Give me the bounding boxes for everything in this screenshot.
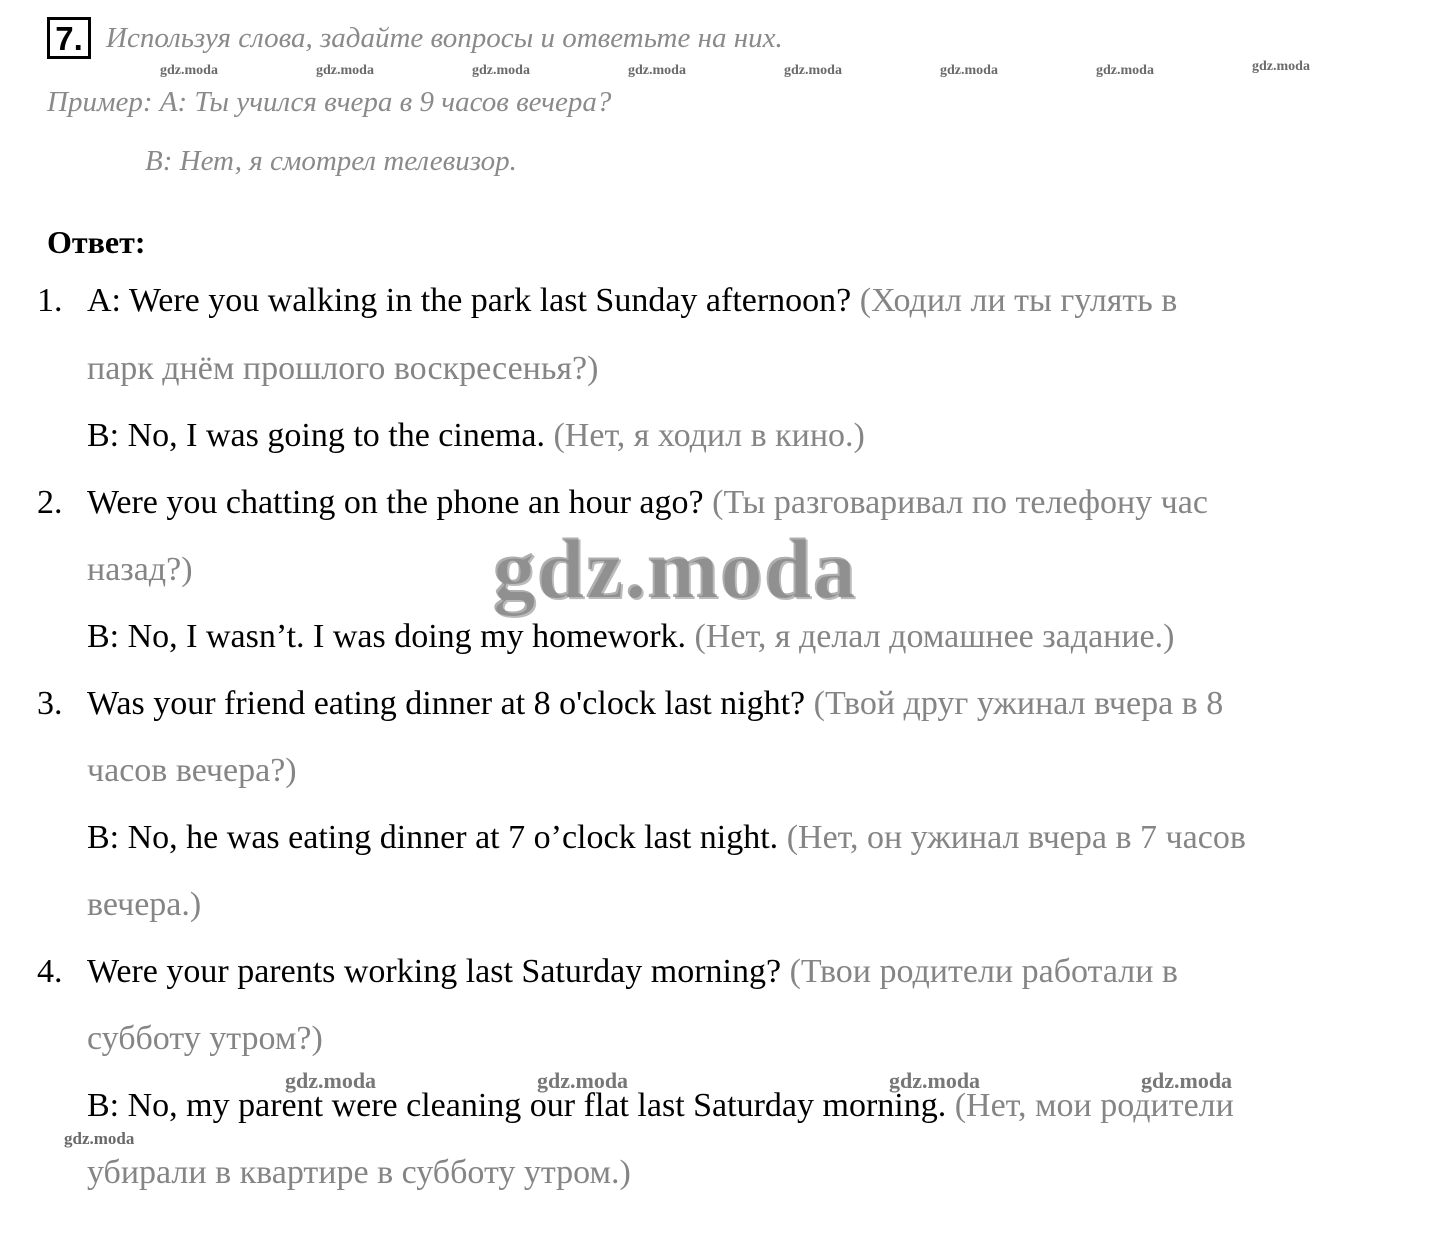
answer-ru: (Нет, он ужинал вчера в 7 часов — [786, 819, 1246, 856]
watermark: gdz.moda — [1252, 59, 1310, 74]
question-ru-continued: часов вечера?) — [87, 752, 297, 789]
item-question — [87, 953, 1178, 991]
answer-en: B: No, he was eating dinner at 7 o’clock last night. — [87, 819, 779, 856]
item-answer — [87, 1087, 1234, 1125]
answer-label: Ответ: — [47, 224, 146, 260]
watermark: gdz.moda — [628, 63, 686, 78]
answer-ru-continued: убирали в квартире в субботу утром.) — [87, 1154, 631, 1191]
item-question — [87, 282, 1177, 320]
watermark: gdz.moda — [940, 63, 998, 78]
item-question — [87, 685, 1223, 723]
watermark: gdz.moda — [889, 1068, 981, 1093]
exercise-instruction: Используя слова, задайте вопросы и ответьте на них. — [106, 22, 783, 54]
item-question — [87, 484, 1208, 522]
watermark-large: gdz.moda — [492, 520, 856, 616]
answer-en: B: No, my parent were cleaning our flat last Saturday morning. — [87, 1087, 947, 1124]
question-en: Were your parents working last Saturday morning? — [87, 953, 782, 990]
answer-ru: (Нет, я ходил в кино.) — [553, 417, 865, 454]
item-number: 2. — [37, 484, 63, 521]
question-en: Were you chatting on the phone an hour ago? — [87, 484, 704, 521]
question-ru: (Твои родители работали в — [789, 953, 1178, 990]
answer-ru-continued: вечера.) — [87, 886, 202, 923]
exercise-number: 7. — [47, 17, 91, 59]
watermark: gdz.moda — [1141, 1068, 1233, 1093]
watermark: gdz.moda — [472, 63, 530, 78]
item-answer — [87, 618, 1174, 656]
watermark: gdz.moda — [285, 1068, 377, 1093]
item-answer — [87, 819, 1246, 857]
watermark: gdz.moda — [537, 1068, 629, 1093]
question-ru: (Ходил ли ты гулять в — [859, 282, 1178, 319]
example-line-b: В: Нет, я смотрел телевизор. — [145, 145, 517, 177]
item-number: 3. — [37, 685, 63, 722]
question-en: A: Were you walking in the park last Sunday afternoon? — [87, 282, 852, 319]
item-number: 1. — [37, 282, 63, 319]
question-ru-continued: парк днём прошлого воскресенья?) — [87, 350, 599, 387]
answer-ru: (Нет, мои родители — [954, 1087, 1234, 1124]
question-en: Was your friend eating dinner at 8 o'clock last night? — [87, 685, 806, 722]
watermark: gdz.moda — [160, 63, 218, 78]
question-ru-continued: субботу утром?) — [87, 1020, 323, 1057]
question-ru-continued: назад?) — [87, 551, 193, 588]
watermark: gdz.moda — [784, 63, 842, 78]
example-line-a: Пример: А: Ты учился вчера в 9 часов вечера? — [47, 86, 612, 118]
question-ru: (Ты разговаривал по телефону час — [712, 484, 1208, 521]
answer-ru: (Нет, я делал домашнее задание.) — [694, 618, 1175, 655]
item-number: 4. — [37, 953, 63, 990]
question-ru: (Твой друг ужинал вчера в 8 — [813, 685, 1224, 722]
watermark: gdz.moda — [316, 63, 374, 78]
watermark: gdz.moda — [1096, 63, 1154, 78]
answer-en: B: No, I was going to the cinema. — [87, 417, 545, 454]
answer-en: B: No, I wasn’t. I was doing my homework. — [87, 618, 687, 655]
watermark: gdz.moda — [64, 1129, 135, 1148]
item-answer — [87, 417, 865, 455]
